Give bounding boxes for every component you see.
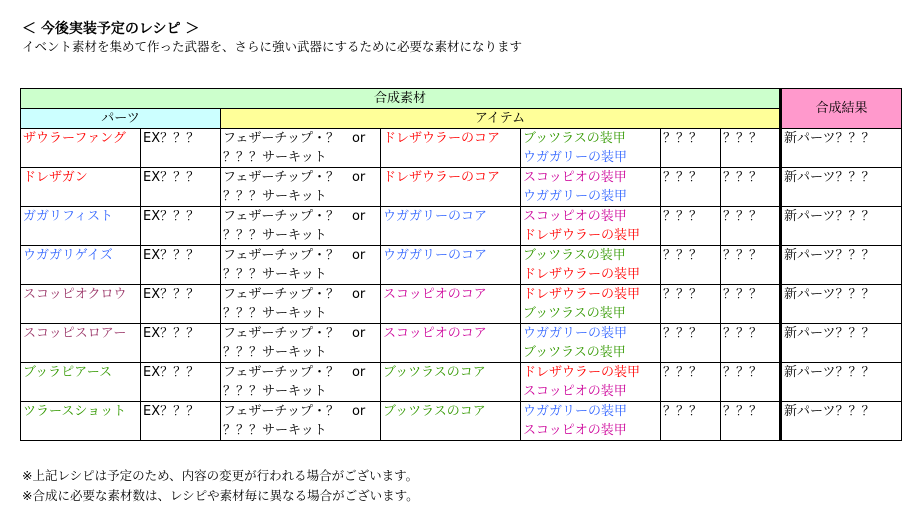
core-name: スコッピオのコア (383, 287, 487, 302)
unknown-item: ？？？ (723, 248, 763, 263)
armor-cell (521, 402, 661, 441)
unknown-item: ？？？ (723, 287, 763, 302)
table-row (21, 363, 902, 402)
result-name: 新パーツ？？？ (784, 131, 875, 146)
feather-cell (221, 246, 381, 285)
armor-name: ウガガリーの装甲 (523, 150, 628, 165)
result-cell (781, 363, 902, 402)
core-name: ブッツラスのコア (383, 365, 486, 380)
header-items: アイテム (221, 109, 781, 129)
unknown-item: ？？？ (663, 365, 703, 380)
unknown-item: ？？？ (723, 170, 763, 185)
core-name: ウガガリーのコア (383, 248, 488, 263)
armor-name: スコッピオの装甲 (523, 384, 627, 399)
core-name: ウガガリーのコア (383, 209, 488, 224)
unknown-item: ？？？ (723, 404, 763, 419)
unknown-item: ？？？ (723, 131, 763, 146)
part-cell (21, 129, 141, 168)
armor-cell (521, 285, 661, 324)
armor-name: ブッツラスの装甲 (523, 131, 626, 146)
unknown-item: ？？？ (663, 248, 703, 263)
unknown-item: ？？？ (663, 326, 703, 341)
armor-name: ウガガリーの装甲 (523, 189, 628, 204)
result-cell (781, 324, 902, 363)
part-name: ガガリフィスト (23, 209, 113, 224)
part-cell (21, 168, 141, 207)
feather-cell (221, 168, 381, 207)
feather-line: フェザーチップ・？ or (223, 326, 366, 341)
result-name: 新パーツ？？？ (784, 365, 875, 380)
ex-cell (141, 285, 221, 324)
armor-cell (521, 207, 661, 246)
table-row (21, 285, 902, 324)
unknown-cell (661, 207, 721, 246)
core-name: ブッツラスのコア (383, 404, 486, 419)
feather-line: フェザーチップ・？ or (223, 365, 366, 380)
core-cell (381, 285, 521, 324)
feather-cell (221, 402, 381, 441)
header-material: 合成素材 (21, 89, 781, 109)
armor-cell (521, 324, 661, 363)
part-name: ドレザガン (23, 170, 88, 185)
part-cell (21, 402, 141, 441)
armor-name: スコッピオの装甲 (523, 209, 627, 224)
note-line: ※上記レシピは予定のため、内容の変更が行われる場合がございます。 (22, 468, 419, 483)
ex-cell (141, 168, 221, 207)
feather-cell (221, 363, 381, 402)
ex-label: EX？？？ (143, 131, 200, 146)
notes (22, 466, 419, 506)
ex-label: EX？？？ (143, 248, 200, 263)
result-name: 新パーツ？？？ (784, 209, 875, 224)
note-line: ※合成に必要な素材数は、レシピや素材毎に異なる場合がございます。 (22, 488, 419, 503)
circuit-line: ？？？サーキット (223, 228, 327, 243)
result-name: 新パーツ？？？ (784, 404, 875, 419)
feather-line: フェザーチップ・？ or (223, 209, 366, 224)
unknown-item: ？？？ (723, 365, 763, 380)
circuit-line: ？？？サーキット (223, 189, 327, 204)
circuit-line: ？？？サーキット (223, 345, 327, 360)
armor-name: ブッツラスの装甲 (523, 306, 626, 321)
table-row (21, 207, 902, 246)
result-name: 新パーツ？？？ (784, 287, 875, 302)
table-row (21, 246, 902, 285)
circuit-line: ？？？サーキット (223, 267, 327, 282)
feather-cell (221, 129, 381, 168)
result-name: 新パーツ？？？ (784, 248, 875, 263)
recipe-body (21, 129, 902, 441)
unknown-cell (721, 246, 781, 285)
armor-name: ブッツラスの装甲 (523, 345, 626, 360)
result-cell (781, 207, 902, 246)
unknown-cell (721, 168, 781, 207)
header-result: 合成結果 (781, 89, 902, 129)
part-cell (21, 207, 141, 246)
core-name: ドレザウラーのコア (383, 131, 501, 146)
part-name: ザウラーファング (23, 131, 126, 146)
unknown-item: ？？？ (663, 131, 703, 146)
feather-line: フェザーチップ・？ or (223, 248, 366, 263)
table-row (21, 402, 902, 441)
feather-cell (221, 285, 381, 324)
core-name: ドレザウラーのコア (383, 170, 501, 185)
result-cell (781, 402, 902, 441)
unknown-cell (661, 129, 721, 168)
feather-cell (221, 207, 381, 246)
unknown-item: ？？？ (663, 170, 703, 185)
table-row (21, 324, 902, 363)
unknown-cell (721, 285, 781, 324)
core-cell (381, 402, 521, 441)
circuit-line: ？？？サーキット (223, 423, 327, 438)
feather-line: フェザーチップ・？ or (223, 287, 366, 302)
part-name: スコッピスロアー (23, 326, 127, 341)
armor-cell (521, 168, 661, 207)
ex-label: EX？？？ (143, 209, 200, 224)
core-cell (381, 246, 521, 285)
core-cell (381, 129, 521, 168)
armor-name: ブッツラスの装甲 (523, 248, 626, 263)
ex-cell (141, 246, 221, 285)
recipe-table (20, 88, 902, 441)
result-cell (781, 129, 902, 168)
core-cell (381, 168, 521, 207)
unknown-cell (661, 168, 721, 207)
ex-cell (141, 207, 221, 246)
result-cell (781, 246, 902, 285)
circuit-line: ？？？サーキット (223, 150, 327, 165)
part-cell (21, 285, 141, 324)
armor-name: スコッピオの装甲 (523, 170, 627, 185)
ex-label: EX？？？ (143, 287, 200, 302)
unknown-cell (721, 363, 781, 402)
armor-cell (521, 246, 661, 285)
unknown-cell (661, 363, 721, 402)
part-name: ツラースショット (23, 404, 127, 419)
unknown-cell (661, 324, 721, 363)
core-cell (381, 324, 521, 363)
ex-cell (141, 363, 221, 402)
result-name: 新パーツ？？？ (784, 170, 875, 185)
armor-name: ドレザウラーの装甲 (523, 228, 641, 243)
result-cell (781, 285, 902, 324)
circuit-line: ？？？サーキット (223, 384, 327, 399)
core-name: スコッピオのコア (383, 326, 487, 341)
unknown-item: ？？？ (723, 326, 763, 341)
armor-name: ドレザウラーの装甲 (523, 267, 641, 282)
feather-cell (221, 324, 381, 363)
feather-line: フェザーチップ・？ or (223, 131, 366, 146)
page-title: ＜ 今後実装予定のレシピ ＞ (22, 21, 200, 37)
armor-name: スコッピオの装甲 (523, 423, 627, 438)
unknown-cell (721, 402, 781, 441)
unknown-item: ？？？ (663, 404, 703, 419)
part-name: スコッピオクロウ (23, 287, 127, 302)
core-cell (381, 207, 521, 246)
table-row (21, 168, 902, 207)
unknown-cell (661, 285, 721, 324)
ex-cell (141, 324, 221, 363)
core-cell (381, 363, 521, 402)
part-cell (21, 363, 141, 402)
part-cell (21, 324, 141, 363)
ex-label: EX？？？ (143, 170, 200, 185)
part-name: ブッラピアース (23, 365, 113, 380)
feather-line: フェザーチップ・？ or (223, 404, 366, 419)
circuit-line: ？？？サーキット (223, 306, 327, 321)
armor-name: ウガガリーの装甲 (523, 404, 628, 419)
table-row (21, 129, 902, 168)
unknown-cell (721, 207, 781, 246)
part-name: ウガガリゲイズ (23, 248, 113, 263)
ex-label: EX？？？ (143, 365, 200, 380)
ex-label: EX？？？ (143, 326, 200, 341)
unknown-cell (721, 129, 781, 168)
armor-cell (521, 129, 661, 168)
unknown-cell (721, 324, 781, 363)
ex-cell (141, 129, 221, 168)
unknown-item: ？？？ (663, 209, 703, 224)
armor-name: ドレザウラーの装甲 (523, 287, 641, 302)
unknown-cell (661, 246, 721, 285)
page-subtitle: イベント素材を集めて作った武器を、さらに強い武器にするために必要な素材になります (22, 39, 523, 54)
unknown-cell (661, 402, 721, 441)
result-cell (781, 168, 902, 207)
unknown-item: ？？？ (723, 209, 763, 224)
armor-name: ウガガリーの装甲 (523, 326, 628, 341)
ex-cell (141, 402, 221, 441)
feather-line: フェザーチップ・？ or (223, 170, 366, 185)
ex-label: EX？？？ (143, 404, 200, 419)
result-name: 新パーツ？？？ (784, 326, 875, 341)
armor-name: ドレザウラーの装甲 (523, 365, 641, 380)
unknown-item: ？？？ (663, 287, 703, 302)
header-parts: パーツ (21, 109, 221, 129)
part-cell (21, 246, 141, 285)
armor-cell (521, 363, 661, 402)
